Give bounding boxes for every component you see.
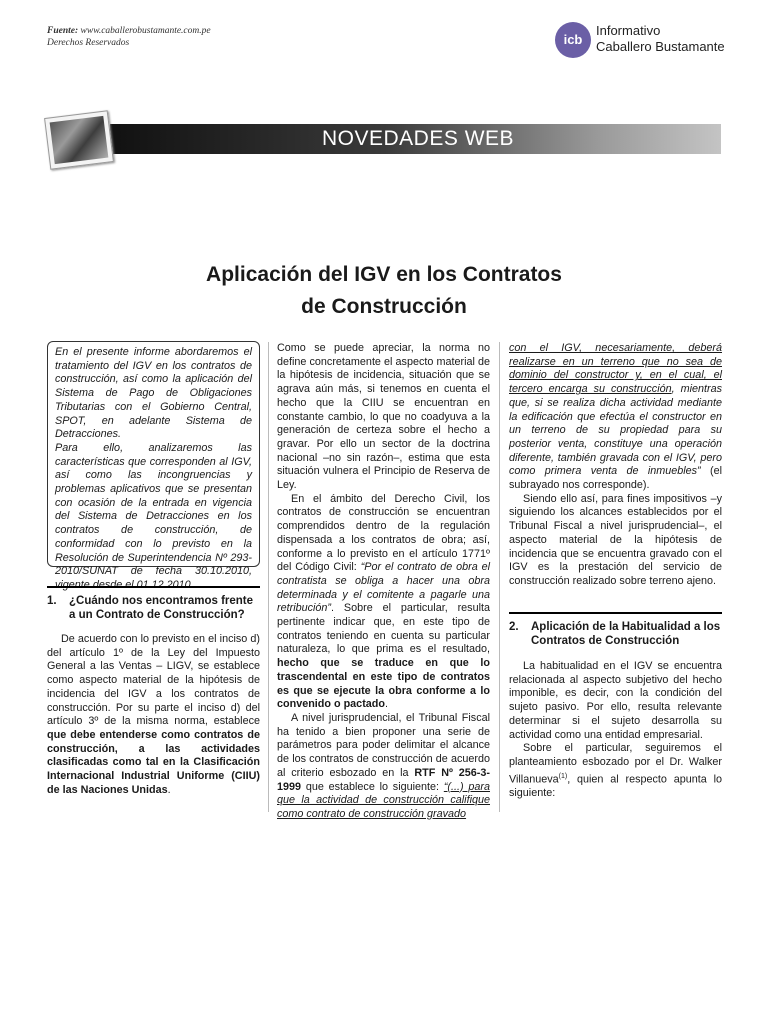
body-paragraph: Siendo ello así, para fines impositivos –y siguiendo los alcances establecidos por el Tribunal Fiscal a nivel jurisprudencial–, el aspecto material de la hipótesis de incidencia que se encuentra gravado con el IGV es la prestación del servicio de construcción realizado sobre terreno ajeno. — [509, 492, 722, 587]
body-paragraph: con el IGV, necesariamente, deberá realizarse en un terreno que no sea de dominio del constructor y, en el cual, el tercero encarga su construcción, mientras que, si se realiza dicha actividad mediante la edificación que efectúa el constructor en un terreno de su propiedad para su posterior venta, constituye una operación diferente, también gravada con el IGV, pero como primera venta de inmuebles” (el subrayado nos corresponde). — [509, 342, 723, 492]
body-paragraph: Sobre el particular, seguiremos el planteamiento esbozado por el Dr. Walker Villanueva$^{(1)}$, quien al respecto apunta lo siguiente: — [509, 742, 722, 799]
column-2-body — [277, 342, 490, 822]
section-2-body — [509, 660, 722, 801]
column-1-body — [47, 633, 260, 797]
source-url[interactable]: www.caballerobustamante.com.pe — [80, 26, 211, 36]
section-number: 2. — [509, 621, 519, 633]
article-title-line2: de Construcción — [301, 295, 467, 318]
body-paragraph: La habitualidad en el IGV se encuentra relacionada al aspecto subjetivo del hecho imponible, es decir, con la condición del sujeto pasivo. Por ello, resulta relevante determinar si el sujeto desarrolla su actividad como una entidad empresarial. — [509, 660, 722, 741]
column-divider — [268, 342, 269, 812]
column-3-body — [509, 342, 722, 589]
summary-text — [55, 346, 252, 593]
logo-line1: Informativo — [596, 23, 661, 38]
banner-title: NOVEDADES WEB — [322, 127, 515, 150]
summary-paragraph: Para ello, analizaremos las características que corresponden al IGV, así como las incongruencias y problemas aplicativos que se presentan con ocasión de la entrada en vigencia del Sistema de Detracciones en los contratos de construcción, de conformidad con lo previsto en la Resolución de Superintendencia Nº 293-2010/SUNAT de fecha 30.10.2010, vigente desde el 01.12.2010. — [55, 441, 252, 591]
icb-logo-icon: icb — [555, 22, 591, 58]
publisher-logo — [555, 22, 745, 58]
body-paragraph: De acuerdo con lo previsto en el inciso d) del artículo 1º de la Ley del Impuesto General a las Ventas – LIGV, se establece como aspecto material de la hipótesis de incidencia del IGV a los contratos de construcción. Por su parte el inciso d) del artículo 3º de la misma norma, establece que debe entenderse como contratos de construcción, a las actividades clasificadas como tal en la Clasificación Internacional Industrial Uniforme (CIIU) de las Naciones Unidas. — [47, 633, 260, 796]
footnote-ref[interactable]: (1) — [558, 772, 568, 780]
source-credit — [47, 25, 211, 49]
banner-photo-icon — [44, 110, 114, 169]
body-paragraph: Como se puede apreciar, la norma no define concretamente el aspecto material de la hipótesis de incidencia, situación que se agrava aún más, si tenemos en cuenta el hecho que la CIIU se encuentran en constante cambio, lo que no coadyuva a la generación de certeza sobre el hecho a gravar. Por ello un sector de la doctrina nacional –no sin razón–, estima que esta situación vulnera el Principio de Reserva de Ley. — [277, 342, 490, 492]
rights-text: Derechos Reservados — [47, 38, 130, 48]
section-heading — [47, 586, 260, 622]
section-heading-text: ¿Cuándo nos encontramos frente a un Contrato de Construcción? — [69, 595, 254, 621]
section-heading — [509, 612, 722, 648]
article-title-line1: Aplicación del IGV en los Contratos — [206, 263, 562, 286]
source-label: Fuente: — [47, 26, 79, 36]
body-paragraph: A nivel jurisprudencial, el Tribunal Fiscal ha tenido a bien proponer una serie de parámetros para poder delimitar el alcance de los contratos de construcción de acuerdo al criterio esbozado en la RTF Nº 256-3-1999 que establece lo siguiente: “(...) para que la actividad de construcción califique como contrato de construcción gravado — [277, 711, 490, 820]
logo-line2: Caballero Bustamante — [596, 39, 725, 54]
summary-paragraph: En el presente informe abordaremos el tratamiento del IGV en los contratos de construcción, así como la aplicación del Sistema de Pago de Obligaciones Tributarias con el Gobierno Central, SPOT, en adelante Sistema de Detracciones. — [55, 346, 252, 441]
column-divider — [499, 342, 500, 812]
logo-text — [596, 23, 725, 55]
body-paragraph: En el ámbito del Derecho Civil, los contratos de construcción se encuentran comprendidos dentro de la regulación dispensada a los contratos de obra; así, conforme a lo previsto en el artículo 1771º del Código Civil: “Por el contrato de obra el contratista se obliga a hacer una obra determinada y el comitente a pagarle una retribución”. Sobre el particular, resulta pertinente indicar que, en este tipo de contratos teniendo en cuenta su particular naturaleza, lo que prima es el resultado, hecho que se traduce en que lo trascendental en este tipo de contratos es que se ejecute la obra conforme a lo convenido o pactado. — [277, 492, 490, 711]
section-number: 1. — [47, 595, 57, 607]
section-heading-text: Aplicación de la Habitualidad a los Contratos de Construcción — [531, 621, 721, 647]
